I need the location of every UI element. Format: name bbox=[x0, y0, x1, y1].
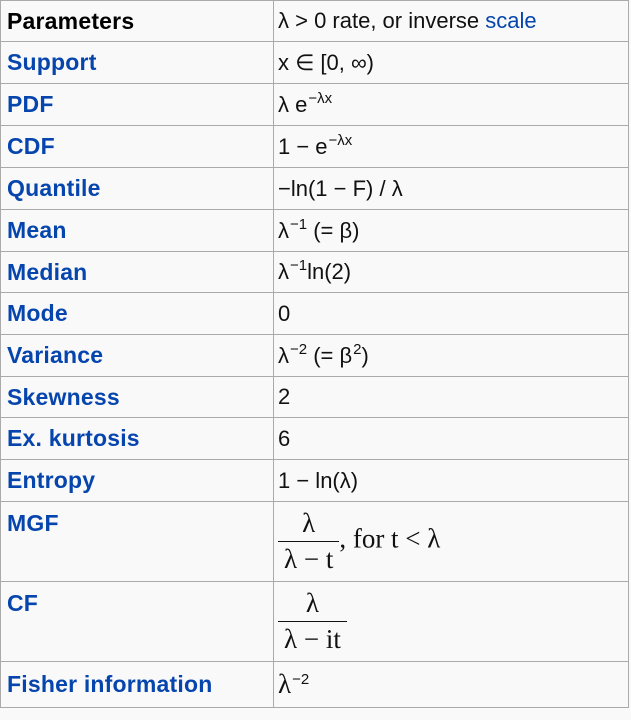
fisher-base: λ bbox=[278, 669, 292, 699]
label-parameters: Parameters bbox=[1, 1, 274, 42]
value-pdf bbox=[274, 84, 629, 126]
row-support bbox=[1, 42, 629, 84]
label-mode[interactable]: Mode bbox=[1, 293, 274, 335]
row-mgf bbox=[1, 502, 629, 582]
cdf-exponent: −λx bbox=[328, 131, 353, 149]
label-quantile[interactable]: Quantile bbox=[1, 168, 274, 210]
row-fisher-information bbox=[1, 662, 629, 708]
label-entropy[interactable]: Entropy bbox=[1, 460, 274, 502]
mean-base: λ bbox=[278, 217, 289, 243]
label-variance[interactable]: Variance bbox=[1, 335, 274, 377]
row-cf bbox=[1, 582, 629, 662]
row-median bbox=[1, 252, 629, 293]
value-variance bbox=[274, 335, 629, 377]
row-pdf bbox=[1, 84, 629, 126]
label-support[interactable]: Support bbox=[1, 42, 274, 84]
value-mean bbox=[274, 210, 629, 252]
median-suffix: ln(2) bbox=[307, 259, 352, 284]
cdf-base: 1 − e bbox=[278, 133, 328, 159]
variance-base: λ bbox=[278, 342, 289, 368]
value-entropy: 1 − ln(λ) bbox=[274, 460, 629, 502]
parameters-text: λ > 0 rate, or inverse bbox=[278, 8, 486, 33]
label-ex-kurtosis[interactable]: Ex. kurtosis bbox=[1, 418, 274, 460]
label-pdf[interactable]: PDF bbox=[1, 84, 274, 126]
label-mgf[interactable]: MGF bbox=[1, 502, 274, 582]
value-parameters bbox=[274, 1, 629, 42]
pdf-base: λ e bbox=[278, 91, 308, 117]
mgf-fraction bbox=[278, 508, 339, 575]
label-cf[interactable]: CF bbox=[1, 582, 274, 662]
fisher-exponent: −2 bbox=[292, 671, 310, 688]
variance-suffix: (= β bbox=[307, 342, 353, 368]
value-ex-kurtosis: 6 bbox=[274, 418, 629, 460]
cf-denominator: λ − it bbox=[278, 621, 347, 655]
variance-suffix-exponent: 2 bbox=[353, 340, 362, 358]
label-skewness[interactable]: Skewness bbox=[1, 377, 274, 418]
value-median bbox=[274, 252, 629, 293]
cf-numerator: λ bbox=[305, 588, 319, 618]
cf-fraction bbox=[278, 588, 347, 655]
row-mode bbox=[1, 293, 629, 335]
label-fisher-information[interactable]: Fisher information bbox=[1, 662, 274, 708]
value-mgf bbox=[274, 502, 629, 582]
mgf-condition: , for t < λ bbox=[339, 523, 441, 554]
row-entropy bbox=[1, 460, 629, 502]
value-cdf bbox=[274, 126, 629, 168]
mean-exponent: −1 bbox=[290, 215, 308, 233]
label-median[interactable]: Median bbox=[1, 252, 274, 293]
label-cdf[interactable]: CDF bbox=[1, 126, 274, 168]
median-base: λ bbox=[278, 259, 289, 284]
row-parameters bbox=[1, 1, 629, 42]
mean-suffix: (= β) bbox=[307, 217, 360, 243]
median-exponent: −1 bbox=[290, 257, 308, 274]
mgf-numerator: λ bbox=[302, 508, 316, 538]
value-skewness: 2 bbox=[274, 377, 629, 418]
row-ex-kurtosis bbox=[1, 418, 629, 460]
variance-suffix-end: ) bbox=[361, 342, 369, 368]
row-variance bbox=[1, 335, 629, 377]
value-support: x ∈ [0, ∞) bbox=[274, 42, 629, 84]
scale-link[interactable]: scale bbox=[485, 8, 537, 33]
row-cdf bbox=[1, 126, 629, 168]
row-skewness bbox=[1, 377, 629, 418]
row-quantile bbox=[1, 168, 629, 210]
variance-exponent: −2 bbox=[290, 340, 308, 358]
pdf-exponent: −λx bbox=[308, 89, 333, 107]
value-mode: 0 bbox=[274, 293, 629, 335]
label-mean[interactable]: Mean bbox=[1, 210, 274, 252]
row-mean bbox=[1, 210, 629, 252]
mgf-denominator: λ − t bbox=[278, 541, 339, 575]
value-cf bbox=[274, 582, 629, 662]
value-fisher-information bbox=[274, 662, 629, 708]
value-quantile: −ln(1 − F) / λ bbox=[274, 168, 629, 210]
